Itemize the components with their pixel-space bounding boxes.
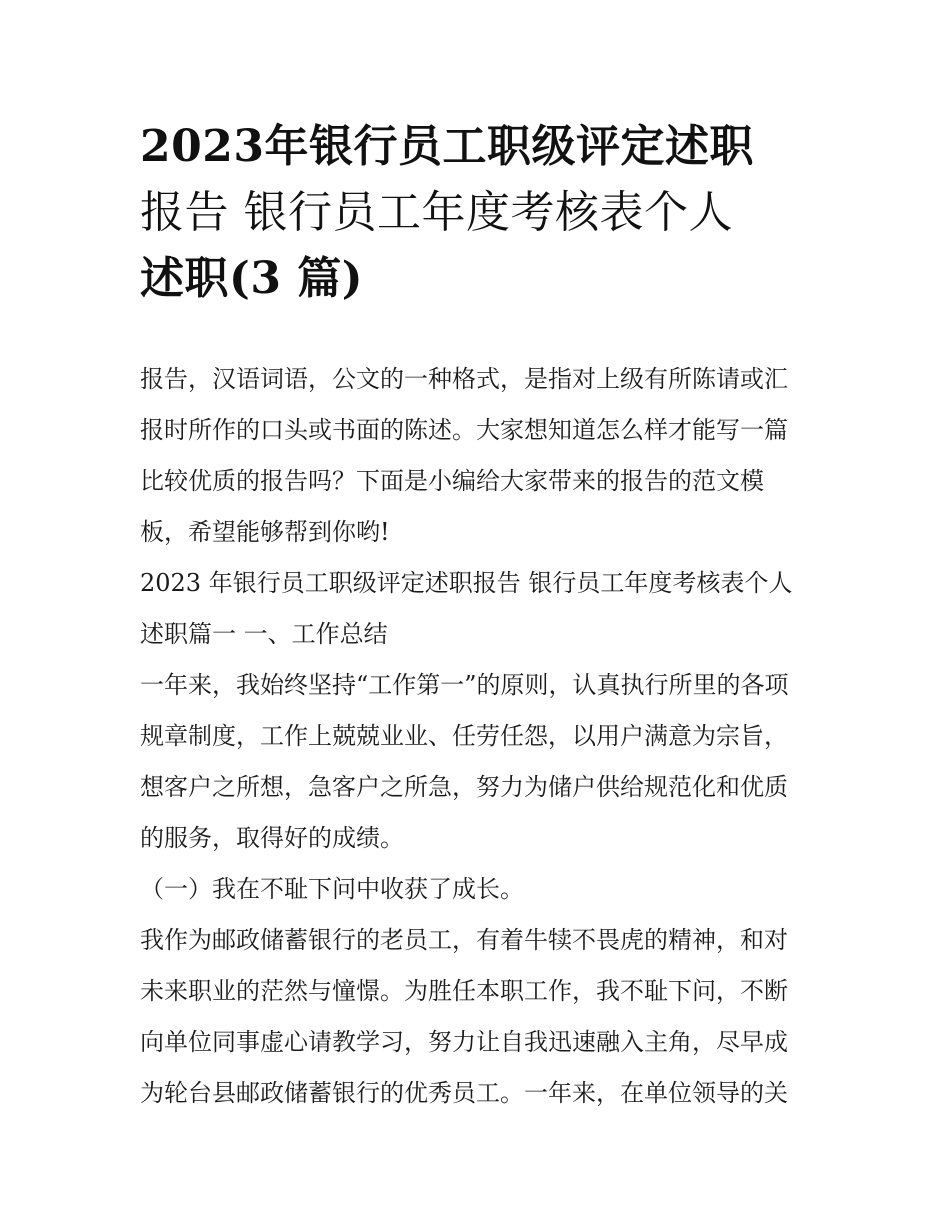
body-line: 报时所作的口头或书面的陈述。大家想知道怎么样才能写一篇 [140,416,788,444]
title-line-1-text: 年银行员工职级评定述职 [264,121,754,172]
body-line: 一年来，我始终坚持“工作第一”的原则，认真执行所里的各项 [140,671,789,699]
body-line: 为轮台县邮政储蓄银行的优秀员工。一年来，在单位领导的关 [140,1079,788,1107]
body-line: 比较优质的报告吗？下面是小编给大家带来的报告的范文模 [140,467,764,495]
body-line: 的服务，取得好的成绩。 [140,824,404,852]
body-line: 板，希望能够帮到你哟! [140,518,390,546]
body-line: 报告，汉语词语，公文的一种格式，是指对上级有所陈请或汇 [140,365,788,393]
body-line: 向单位同事虚心请教学习，努力让自我迅速融入主角，尽早成 [140,1028,788,1056]
body-line: （一）我在不耻下问中收获了成长。 [140,875,524,903]
document-body [140,360,820,1125]
body-line: 规章制度，工作上兢兢业业、任劳任怨，以用户满意为宗旨， [140,722,788,750]
body-line: 未来职业的茫然与憧憬。为胜任本职工作，我不耻下问，不断 [140,977,788,1005]
body-line: 述职篇一 一、工作总结 [140,620,388,648]
body-line: 我作为邮政储蓄银行的老员工，有着牛犊不畏虎的精神，和对 [140,926,788,954]
document-title [140,114,820,312]
title-line-2: 报告 银行员工年度考核表个人 [140,187,733,238]
body-line: 想客户之所想，急客户之所急，努力为储户供给规范化和优质 [140,773,788,801]
title-year: 2023 [140,121,265,172]
body-line: 2023 年银行员工职级评定述职报告 银行员工年度考核表个人 [140,569,793,597]
title-line-1 [140,114,820,180]
title-line-3: 述职(3 篇) [140,253,364,304]
